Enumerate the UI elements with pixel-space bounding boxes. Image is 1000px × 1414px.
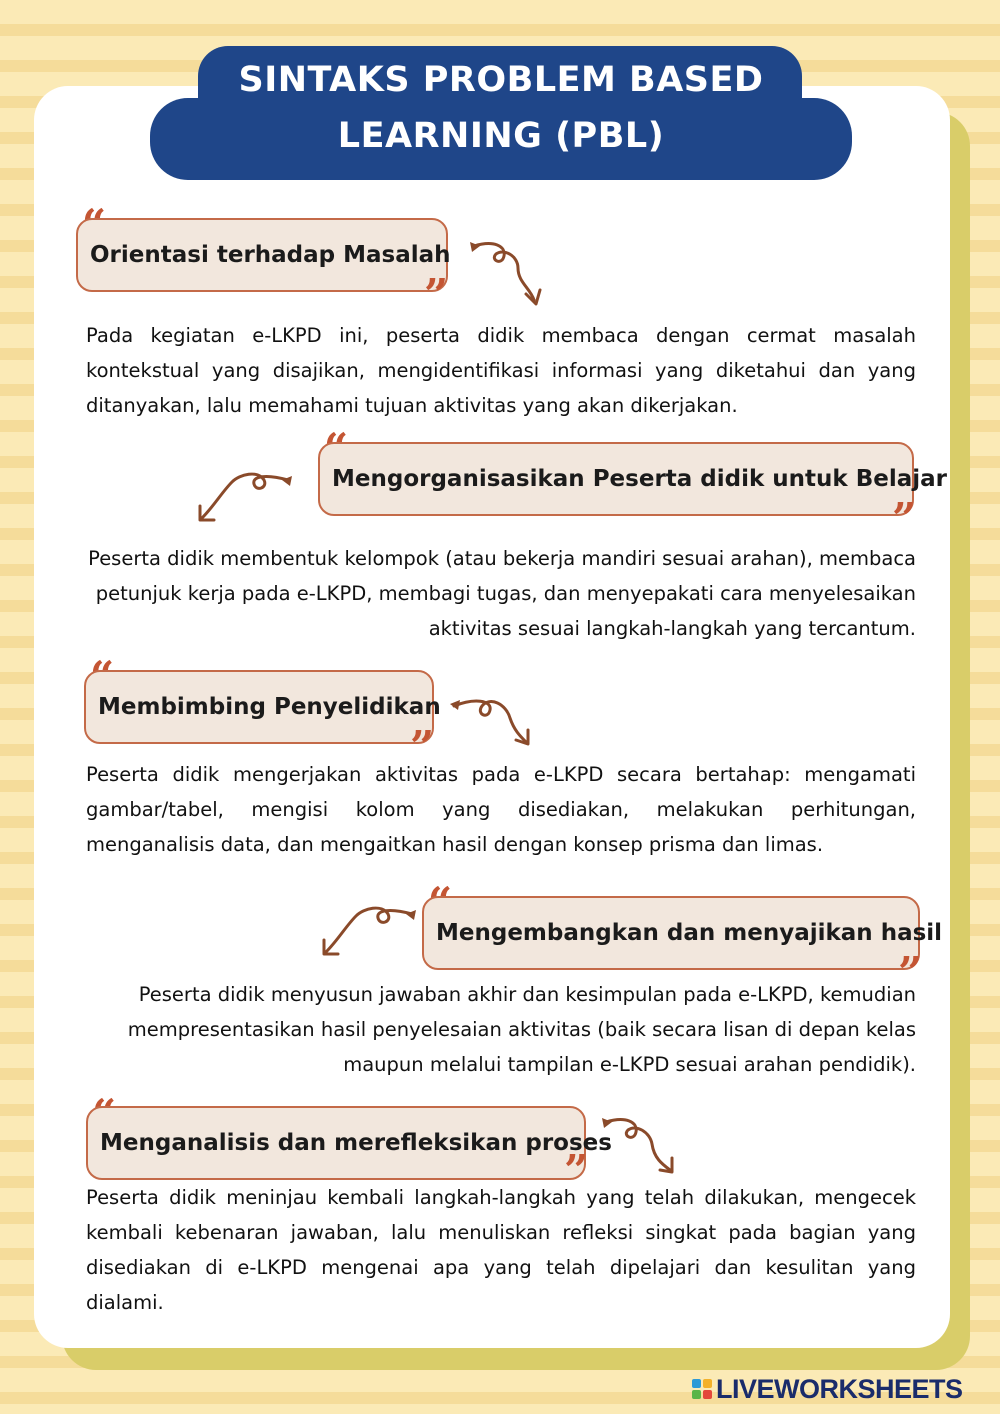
title-line-1: SINTAKS PROBLEM BASED (238, 60, 764, 100)
curly-arrow-icon (598, 1114, 684, 1178)
close-quote-icon: ” (424, 270, 449, 319)
curly-arrow-icon (446, 692, 536, 750)
step-text-mengorganisasikan: Peserta didik membentuk kelompok (atau bekerja mandiri sesuai arahan), membaca petunjuk kerja pada e-LKPD, membagi tugas, dan menyepakati cara menyelesaikan aktivitas sesuai langkah-langkah yang tercantum. (88, 547, 916, 640)
brand-squares-icon (692, 1379, 712, 1399)
curly-arrow-icon (192, 466, 296, 528)
curly-arrow-icon (316, 900, 420, 962)
curly-arrow-icon (466, 238, 546, 310)
close-quote-icon: ” (410, 722, 435, 771)
step-text-orientasi: Pada kegiatan e-LKPD ini, peserta didik membaca dengan cermat masalah kontekstual yang disajikan, mengidentifikasi informasi yang diketahui dan yang ditanyakan, lalu memahami tujuan aktivitas yang akan dikerjakan. (86, 324, 916, 417)
step-heading-orientasi: Orientasi terhadap Masalah (76, 218, 448, 292)
page-title (150, 52, 852, 164)
step-text-mengembangkan: Peserta didik menyusun jawaban akhir dan kesimpulan pada e-LKPD, kemudian mempresentasikan hasil penyelesaian aktivitas (baik secara lisan di depan kelas maupun melalui tampilan e-LKPD sesuai arahan pendidik). (127, 983, 916, 1076)
step-heading-mengorganisasikan: Mengorganisasikan Peserta didik untuk Belajar (318, 442, 914, 516)
brand-name: LIVEWORKSHEETS (716, 1373, 963, 1404)
title-line-2: LEARNING (PBL) (337, 116, 665, 156)
close-quote-icon: ” (892, 494, 917, 543)
step-heading-membimbing: Membimbing Penyelidikan (84, 670, 434, 744)
step-text-menganalisis: Peserta didik meninjau kembali langkah-langkah yang telah dilakukan, mengecek kembali kebenaran jawaban, lalu menuliskan refleksi singkat pada bagian yang disediakan di e-LKPD mengenai apa yang telah dipelajari dan kesulitan yang dialami. (86, 1186, 916, 1314)
step-heading-mengembangkan: Mengembangkan dan menyajikan hasil (422, 896, 920, 970)
close-quote-icon: ” (898, 948, 923, 997)
step-heading-menganalisis: Menganalisis dan merefleksikan proses (86, 1106, 586, 1180)
brand-logo[interactable] (692, 1372, 963, 1406)
step-text-membimbing: Peserta didik mengerjakan aktivitas pada e-LKPD secara bertahap: mengamati gambar/tabel, mengisi kolom yang disediakan, melakukan perhitungan, menganalisis data, dan mengaitkan hasil dengan konsep prisma dan limas. (86, 763, 916, 856)
close-quote-icon: ” (564, 1146, 589, 1195)
